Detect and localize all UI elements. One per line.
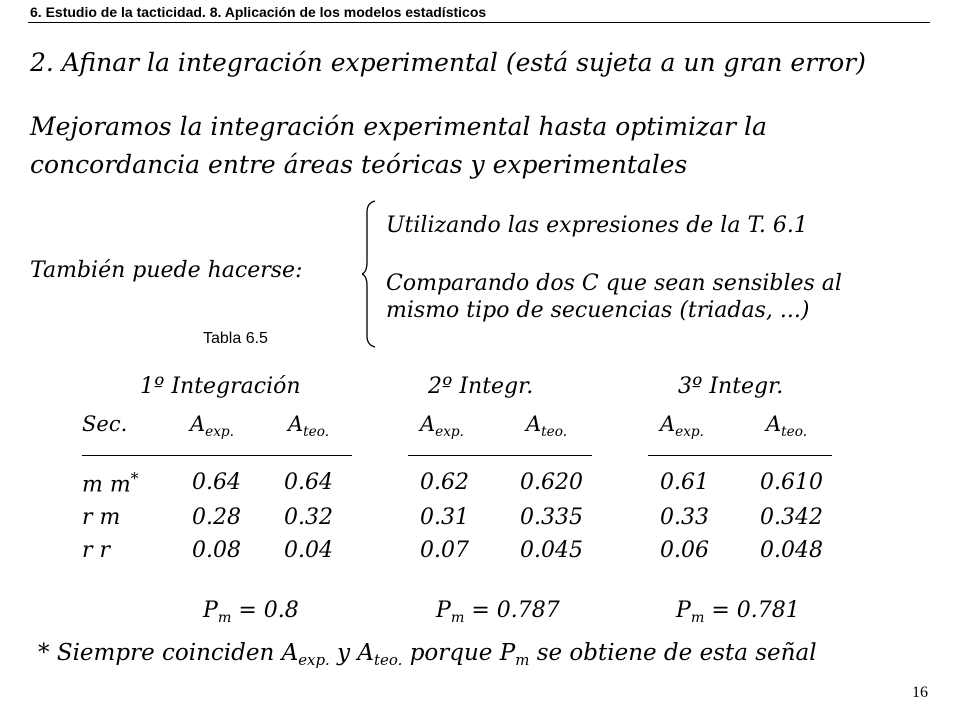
table-cell: 0.64	[192, 470, 241, 495]
table-cell: 0.64	[284, 470, 333, 495]
table-cell: 0.342	[760, 505, 823, 530]
table-row-seq: r r	[82, 538, 111, 563]
pm-value-2: $P_m = 0.787$	[436, 598, 560, 626]
table-row-seq: m m*	[82, 470, 139, 498]
header-underline-3	[648, 455, 832, 456]
table-cell: 0.04	[284, 538, 333, 563]
table-cell: 0.33	[660, 505, 709, 530]
group-header-2: 2º Integr.	[428, 374, 534, 399]
header-underline-1	[82, 455, 352, 456]
table-cell: 0.335	[520, 505, 583, 530]
col-header-g2-teo: $A_{teo.}$	[526, 412, 568, 440]
table-cell: 0.28	[192, 505, 241, 530]
group-header-1: 1º Integración	[140, 374, 301, 399]
table-cell: 0.07	[420, 538, 469, 563]
table-cell: 0.62	[420, 470, 469, 495]
header-rule	[28, 22, 930, 23]
option-2-line-2: mismo tipo de secuencias (triadas, ...)	[386, 298, 810, 323]
col-header-sec: Sec.	[82, 412, 128, 436]
table-cell: 0.045	[520, 538, 583, 563]
table-cell: 0.048	[760, 538, 823, 563]
curly-brace	[362, 200, 376, 348]
slide-title: 2. Afinar la integración experimental (está sujeta a un gran error)	[30, 48, 866, 77]
page-number: 16	[912, 684, 928, 701]
intro-line-2: concordancia entre áreas teóricas y experimentales	[30, 150, 688, 179]
table-cell: 0.08	[192, 538, 241, 563]
col-header-g1-teo: $A_{teo.}$	[288, 412, 330, 440]
header-underline-2	[408, 455, 592, 456]
table-cell: 0.32	[284, 505, 333, 530]
option-1: Utilizando las expresiones de la T. 6.1	[386, 213, 808, 238]
group-header-3: 3º Integr.	[678, 374, 784, 399]
col-header-g3-teo: $A_{teo.}$	[766, 412, 808, 440]
table-cell: 0.31	[420, 505, 469, 530]
table-caption: Tabla 6.5	[203, 330, 268, 347]
table-cell: 0.610	[760, 470, 823, 495]
option-2-line-1: Comparando dos C que sean sensibles al	[386, 271, 842, 296]
pm-value-3: $P_m = 0.781$	[676, 598, 800, 626]
col-header-g2-exp: $A_{exp.}$	[420, 412, 465, 440]
footnote: * Siempre coinciden $A_{exp.}$ y $A_{teo.}$ porque $P_m$ se obtiene de esta señal	[38, 640, 817, 670]
table-cell: 0.61	[660, 470, 709, 495]
pm-value-1: $P_m = 0.8$	[203, 598, 299, 626]
intro-line-1: Mejoramos la integración experimental hasta optimizar la	[30, 112, 767, 141]
table-cell: 0.620	[520, 470, 583, 495]
table-row-seq: r m	[82, 505, 121, 530]
section-header: 6. Estudio de la tacticidad. 8. Aplicación de los modelos estadísticos	[30, 4, 487, 20]
col-header-g1-exp: $A_{exp.}$	[190, 412, 235, 440]
table-cell: 0.06	[660, 538, 709, 563]
also-label: También puede hacerse:	[30, 258, 303, 283]
col-header-g3-exp: $A_{exp.}$	[660, 412, 705, 440]
